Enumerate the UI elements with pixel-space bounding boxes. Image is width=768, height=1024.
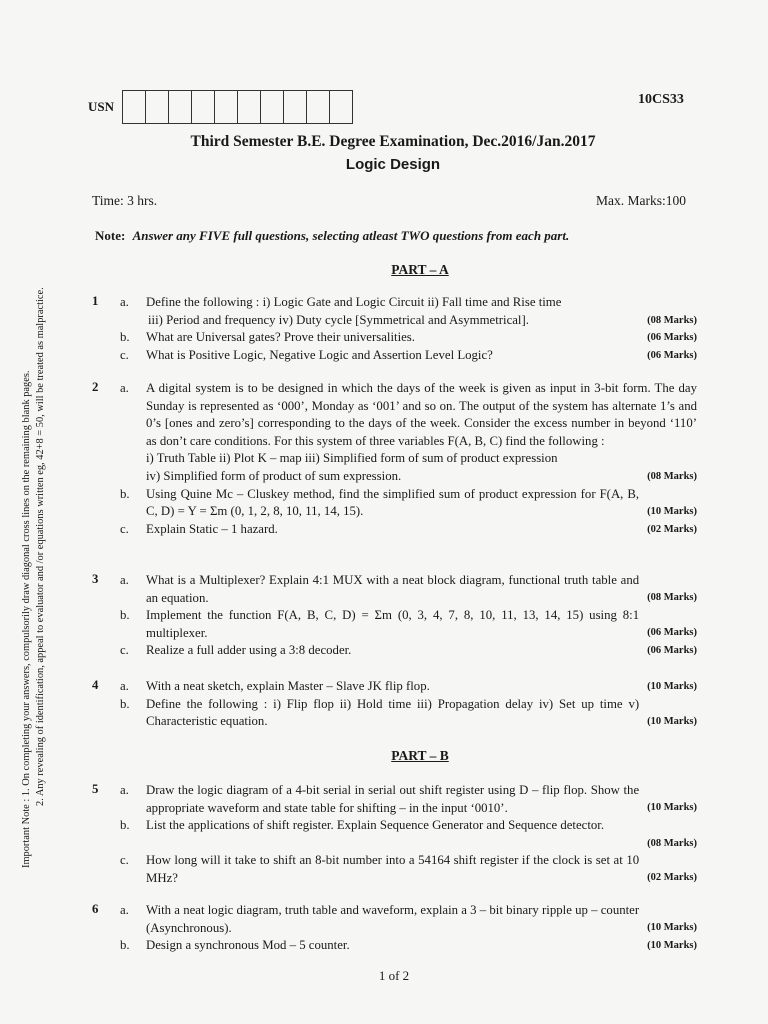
question-number: 1: [92, 294, 99, 308]
question-4: [92, 678, 697, 731]
sub-label: b.: [120, 696, 130, 711]
question-text: What is a Multiplexer? Explain 4:1 MUX with a neat block diagram, functional truth table and an equation.: [146, 573, 640, 605]
exam-title: Third Semester B.E. Degree Examination, Dec.2016/Jan.2017: [190, 133, 596, 150]
important-note-line-2: 2. Any revealing of identification, appeal to evaluator and /or equations written eg, 42+8 = 50, will be treated as malpractice.: [35, 287, 46, 806]
usn-box: [261, 91, 284, 123]
subject-title: Logic Design: [345, 156, 441, 173]
question-1: [92, 294, 697, 364]
usn-label: USN: [88, 99, 115, 114]
note-label: Note:: [95, 228, 126, 243]
question-2: [92, 380, 697, 538]
question-6a: [92, 902, 697, 937]
question-5a: [92, 782, 697, 817]
question-5b: [92, 817, 697, 852]
question-text: A digital system is to be designed in which the days of the week is given as input in 3-bit form. The day Sunday is represented as ‘000’, Monday as ‘001’ and so on. The output of the system has alternate 1’s and 0’s [ones and zero’s] corresponding to the days of the week. Consider the excess number in beyond ‘110’ as don’t care conditions. For this system of three variables F(A, B, C) find the following :: [146, 381, 697, 448]
marks-label: (08 Marks): [647, 314, 697, 326]
question-4a: [92, 678, 697, 696]
sub-label: a.: [120, 573, 129, 587]
sub-label: a.: [120, 783, 129, 797]
question-2a: [92, 380, 697, 486]
marks-label: (10 Marks): [647, 715, 697, 727]
usn-box: [192, 91, 215, 123]
sub-label: c.: [120, 853, 129, 868]
question-4b: [92, 696, 697, 731]
question-text: Explain Static – 1 hazard.: [146, 521, 278, 536]
question-text: How long will it take to shift an 8-bit number into a 54164 shift register if the clock is set at 10 MHz?: [146, 853, 640, 885]
question-number: 3: [92, 572, 99, 586]
sub-label: a.: [120, 295, 129, 309]
marks-label: (02 Marks): [647, 523, 697, 535]
question-text: iii) Period and frequency iv) Duty cycle [Symmetrical and Asymmetrical].: [148, 312, 529, 327]
question-5c: [92, 852, 697, 887]
usn-box: [238, 91, 261, 123]
marks-label: (10 Marks): [647, 802, 697, 813]
usn-box: [284, 91, 307, 123]
time-allowed: Time: 3 hrs.: [92, 193, 158, 208]
question-3b: [92, 607, 697, 642]
usn-field: [88, 90, 353, 124]
note-text: Answer any FIVE full questions, selecting atleast TWO questions from each part.: [132, 228, 570, 243]
marks-label: (10 Marks): [647, 505, 697, 517]
sub-label: c.: [120, 347, 129, 362]
sub-label: b.: [120, 608, 130, 623]
question-text: Define the following : i) Logic Gate and Logic Circuit ii) Fall time and Rise time: [146, 295, 562, 309]
question-text: Define the following : i) Flip flop ii) Hold time iii) Propagation delay iv) Set up time v) Characteristic equation.: [146, 696, 640, 729]
question-text: Design a synchronous Mod – 5 counter.: [146, 938, 350, 953]
question-text: What are Universal gates? Prove their universalities.: [146, 330, 415, 345]
sub-label: b.: [120, 486, 130, 501]
question-3: [92, 572, 697, 660]
usn-box: [169, 91, 192, 123]
marks-label: (06 Marks): [647, 349, 697, 361]
marks-label: (02 Marks): [647, 872, 697, 884]
sub-label: c.: [120, 521, 129, 536]
marks-label: (10 Marks): [647, 922, 697, 933]
marks-label: (10 Marks): [647, 681, 697, 692]
question-text: With a neat sketch, explain Master – Slave JK flip flop.: [146, 679, 430, 693]
question-text: Using Quine Mc – Cluskey method, find the simplified sum of product expression for F(A, B, C, D) = Y = Σm (0, 1, 2, 8, 10, 11, 14, 15).: [146, 486, 640, 519]
usn-box: [123, 91, 146, 123]
sub-label: a.: [120, 903, 129, 917]
part-b-label: PART – B: [391, 748, 449, 763]
question-3c: [92, 642, 697, 660]
sub-label: b.: [120, 938, 130, 953]
question-6: [92, 902, 697, 955]
question-2b: [92, 486, 697, 521]
question-1c: [92, 347, 697, 365]
question-text: iv) Simplified form of product of sum expression.: [146, 468, 402, 483]
question-number: 5: [92, 782, 99, 796]
usn-box: [215, 91, 238, 123]
max-marks: Max. Marks:100: [596, 193, 686, 208]
marks-label: (06 Marks): [647, 627, 697, 639]
question-text: With a neat logic diagram, truth table and waveform, explain a 3 – bit binary ripple up – counter (Asynchronous).: [146, 903, 640, 935]
sub-label: a.: [120, 679, 129, 693]
question-text: Implement the function F(A, B, C, D) = Σm (0, 3, 4, 7, 8, 10, 11, 13, 14, 15) using 8:1 multiplexer.: [146, 608, 640, 640]
part-b-heading: [0, 748, 768, 764]
question-text: i) Truth Table ii) Plot K – map iii) Simplified form of sum of product expression: [146, 451, 558, 466]
question-6b: [92, 937, 697, 955]
question-3a: [92, 572, 697, 607]
marks-label: (08 Marks): [647, 470, 697, 482]
usn-boxes: [122, 90, 353, 124]
question-text: Realize a full adder using a 3:8 decoder.: [146, 643, 352, 658]
important-note-line-1: Important Note : 1. On completing your answers, compulsorily draw diagonal cross lines on the remaining blank pages.: [21, 370, 32, 868]
marks-label: (06 Marks): [647, 332, 697, 344]
sub-label: b.: [120, 818, 130, 833]
question-2c: [92, 521, 697, 539]
question-text: What is Positive Logic, Negative Logic and Assertion Level Logic?: [146, 347, 493, 362]
marks-label: (08 Marks): [647, 592, 697, 603]
sub-label: a.: [120, 381, 129, 395]
usn-box: [330, 91, 352, 123]
page-number: 1 of 2: [378, 968, 410, 983]
sub-label: b.: [120, 330, 130, 345]
question-number: 4: [92, 678, 99, 692]
subject-code: 10CS33: [638, 92, 684, 107]
usn-box: [146, 91, 169, 123]
question-number: 2: [92, 380, 99, 394]
question-text: List the applications of shift register. Explain Sequence Generator and Sequence detector.: [146, 818, 605, 833]
sub-label: c.: [120, 643, 129, 658]
question-1b: [92, 329, 697, 347]
question-text: Draw the logic diagram of a 4-bit serial in serial out shift register using D – flip flop. Show the appropriate waveform and state table for shifting – in the input ‘0010’.: [146, 783, 640, 815]
usn-box: [307, 91, 330, 123]
instructions-note: [95, 228, 569, 244]
important-note-sidebar: [20, 178, 48, 868]
question-5: [92, 782, 697, 888]
part-a-heading: [0, 262, 768, 278]
part-a-label: PART – A: [391, 262, 449, 277]
question-number: 6: [92, 902, 99, 916]
marks-label: (08 Marks): [647, 837, 697, 849]
marks-label: (06 Marks): [647, 645, 697, 657]
question-1a: [92, 294, 697, 329]
marks-label: (10 Marks): [647, 940, 697, 952]
